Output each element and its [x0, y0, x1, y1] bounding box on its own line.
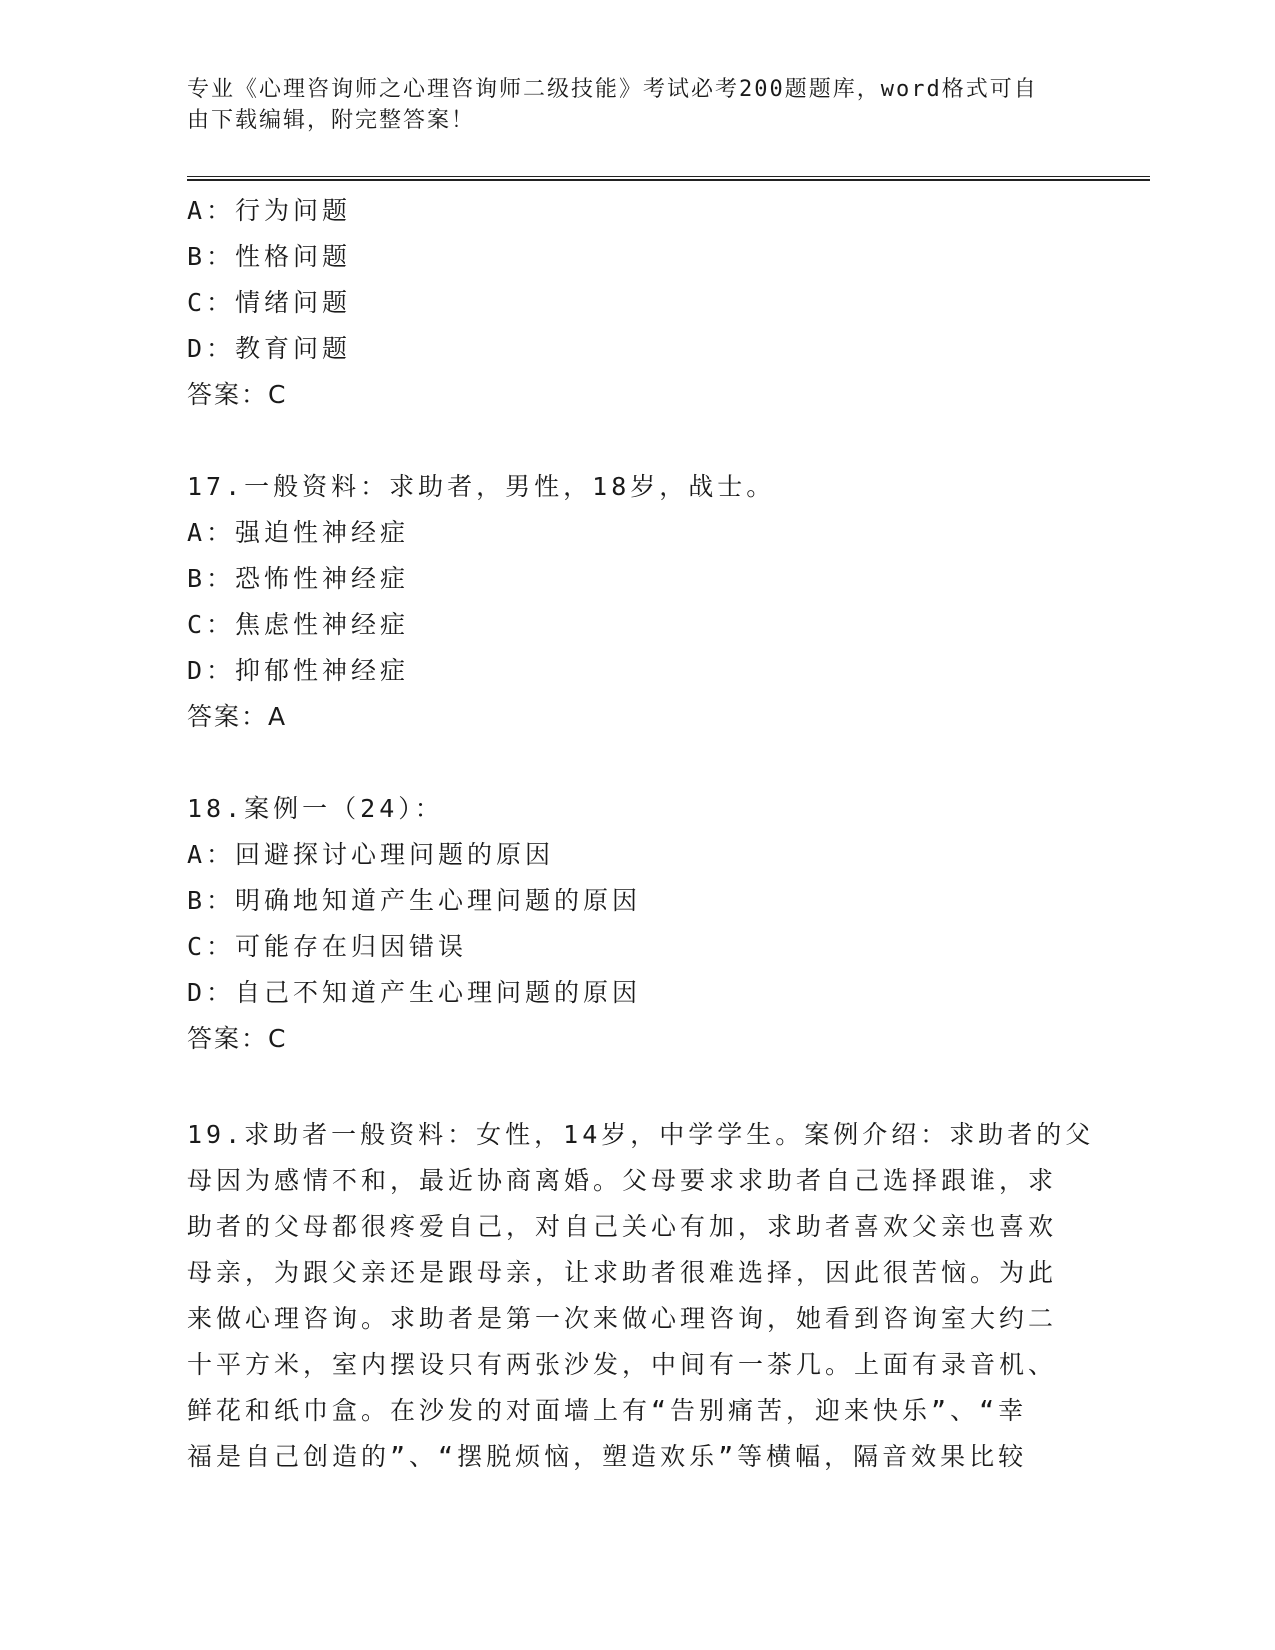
option-d: D：自己不知道产生心理问题的原因 — [187, 978, 642, 1007]
question-19-block — [187, 1112, 1095, 1480]
question-title: 17.一般资料：求助者，男性，18岁，战士。 — [187, 472, 776, 501]
answer-line: 答案：C — [187, 1024, 288, 1053]
spacer — [187, 1066, 1087, 1112]
paragraph-line: 鲜花和纸巾盒。在沙发的对面墙上有“告别痛苦，迎来快乐”、“幸 — [187, 1396, 1028, 1425]
option-c: C：焦虑性神经症 — [187, 610, 410, 639]
question-18-block — [187, 790, 1087, 1066]
paragraph-line: 19.求助者一般资料：女性，14岁，中学学生。案例介绍：求助者的父 — [187, 1120, 1095, 1149]
answer-line: 答案：C — [187, 380, 288, 409]
document-body — [187, 192, 1095, 1480]
option-a: A：行为问题 — [187, 196, 352, 225]
header-line-1: 专业《心理咨询师之心理咨询师二级技能》考试必考200题题库，word格式可自 — [187, 77, 1038, 102]
option-b: B：明确地知道产生心理问题的原因 — [187, 886, 642, 915]
paragraph-line: 助者的父母都很疼爱自己，对自己关心有加，求助者喜欢父亲也喜欢 — [187, 1212, 1058, 1241]
header-line-2: 由下载编辑，附完整答案！ — [187, 108, 476, 133]
question-17-block — [187, 468, 1087, 744]
paragraph-line: 来做心理咨询。求助者是第一次来做心理咨询，她看到咨询室大约二 — [187, 1304, 1058, 1333]
page-header — [187, 74, 1067, 136]
spacer — [187, 422, 1087, 468]
question-16-block — [187, 192, 1087, 422]
paragraph-line: 福是自己创造的”、“摆脱烦恼，塑造欢乐”等横幅，隔音效果比较 — [187, 1442, 1028, 1471]
spacer — [187, 744, 1087, 790]
answer-line: 答案：A — [187, 702, 288, 731]
option-b: B：恐怖性神经症 — [187, 564, 410, 593]
option-c: C：情绪问题 — [187, 288, 352, 317]
question-title: 18.案例一（24）： — [187, 794, 444, 823]
option-b: B：性格问题 — [187, 242, 352, 271]
option-c: C：可能存在归因错误 — [187, 932, 468, 961]
paragraph-line: 母亲，为跟父亲还是跟母亲，让求助者很难选择，因此很苦恼。为此 — [187, 1258, 1058, 1287]
paragraph-line: 母因为感情不和，最近协商离婚。父母要求求助者自己选择跟谁，求 — [187, 1166, 1058, 1195]
option-a: A：回避探讨心理问题的原因 — [187, 840, 555, 869]
option-a: A：强迫性神经症 — [187, 518, 410, 547]
paragraph-line: 十平方米，室内摆设只有两张沙发，中间有一茶几。上面有录音机、 — [187, 1350, 1058, 1379]
header-divider — [187, 176, 1150, 181]
option-d: D：抑郁性神经症 — [187, 656, 410, 685]
option-d: D：教育问题 — [187, 334, 352, 363]
